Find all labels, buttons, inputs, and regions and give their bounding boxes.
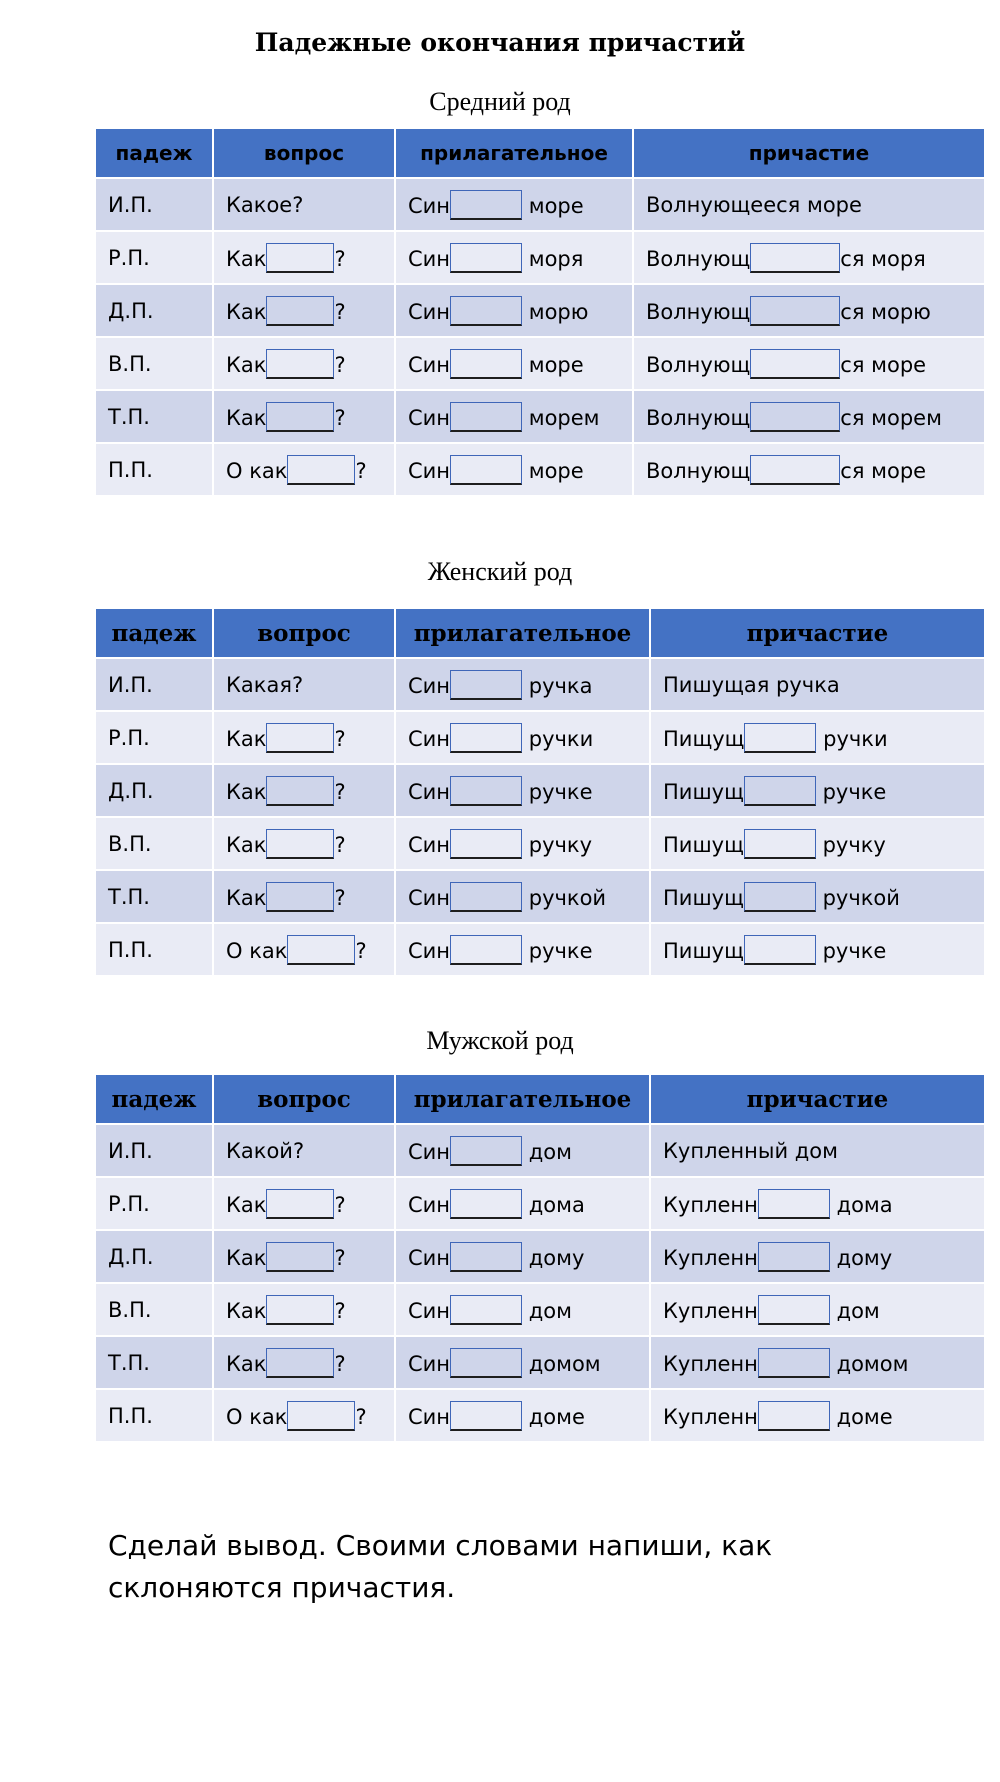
question-prefix: Как <box>226 246 267 271</box>
participle-cell <box>650 1230 985 1283</box>
table-neuter <box>94 127 986 497</box>
participle-stem: Пишущая ручка <box>663 672 840 697</box>
question-cell <box>213 764 395 817</box>
adjective-cell <box>395 658 650 711</box>
participle-cell <box>650 817 985 870</box>
participle-ending-blank[interactable] <box>744 935 816 965</box>
case-label: Д.П. <box>108 298 154 323</box>
question-suffix: ? <box>355 938 367 963</box>
question-suffix: ? <box>334 246 346 271</box>
participle-noun: ся море <box>840 458 927 483</box>
adjective-ending-blank[interactable] <box>450 243 522 273</box>
participle-cell <box>633 337 985 390</box>
adjective-cell <box>395 337 633 390</box>
adjective-cell <box>395 711 650 764</box>
question-cell <box>213 711 395 764</box>
adjective-noun: ручке <box>528 779 593 804</box>
participle-noun: дом <box>836 1298 880 1323</box>
adjective-ending-blank[interactable] <box>450 1348 522 1378</box>
question-cell <box>213 390 395 443</box>
adjective-cell <box>395 1230 650 1283</box>
question-suffix: ? <box>334 299 346 324</box>
participle-stem: Волнующееся море <box>646 192 862 217</box>
participle-ending-blank[interactable] <box>744 776 816 806</box>
case-label: Т.П. <box>108 404 150 429</box>
participle-cell <box>650 870 985 923</box>
adjective-stem: Син <box>408 405 451 430</box>
participle-stem: Пишущ <box>663 938 744 963</box>
table-row <box>95 764 985 817</box>
adjective-noun: море <box>528 352 584 377</box>
case-cell <box>95 1389 213 1442</box>
question-suffix: ? <box>334 832 346 857</box>
case-label: Т.П. <box>108 884 150 909</box>
header-adjective: прилагательное <box>395 128 633 178</box>
adjective-cell <box>395 443 633 496</box>
case-label: П.П. <box>108 937 153 962</box>
adjective-stem: Син <box>408 246 451 271</box>
participle-noun: ся морю <box>840 299 931 324</box>
participle-noun: доме <box>836 1404 893 1429</box>
case-label: И.П. <box>108 672 153 697</box>
question-cell <box>213 284 395 337</box>
question-ending-blank[interactable] <box>266 349 334 379</box>
table-feminine <box>94 607 986 977</box>
case-label: П.П. <box>108 1403 153 1428</box>
question-cell <box>213 870 395 923</box>
case-label: В.П. <box>108 831 152 856</box>
case-cell <box>95 817 213 870</box>
case-cell <box>95 658 213 711</box>
case-cell <box>95 1283 213 1336</box>
header-adjective: прилагательное <box>395 1074 650 1124</box>
participle-ending-blank[interactable] <box>758 1295 830 1325</box>
participle-stem: Купленный дом <box>663 1138 838 1163</box>
header-question: вопрос <box>213 608 395 658</box>
adjective-stem: Син <box>408 885 451 910</box>
question-suffix: ? <box>334 1351 346 1376</box>
header-question: вопрос <box>213 1074 395 1124</box>
participle-ending-blank[interactable] <box>744 723 816 753</box>
participle-cell <box>633 231 985 284</box>
question-cell <box>213 231 395 284</box>
participle-noun: ся морем <box>840 405 942 430</box>
question-ending-blank[interactable] <box>266 1242 334 1272</box>
adjective-cell <box>395 1177 650 1230</box>
adjective-cell <box>395 923 650 976</box>
participle-ending-blank[interactable] <box>758 1189 830 1219</box>
header-case: падеж <box>95 1074 213 1124</box>
participle-stem: Пишущ <box>663 779 744 804</box>
adjective-cell <box>395 1124 650 1177</box>
adjective-noun: ручке <box>528 938 593 963</box>
case-label: Т.П. <box>108 1350 150 1375</box>
table-row <box>95 711 985 764</box>
page-title: Падежные окончания причастий <box>254 28 746 57</box>
case-cell <box>95 337 213 390</box>
participle-stem: Волнующ <box>646 352 751 377</box>
participle-cell <box>650 923 985 976</box>
adjective-ending-blank[interactable] <box>450 190 522 220</box>
adjective-ending-blank[interactable] <box>450 349 522 379</box>
table-row <box>95 443 985 496</box>
adjective-cell <box>395 1336 650 1389</box>
question-cell <box>213 1389 395 1442</box>
case-cell <box>95 178 213 231</box>
question-cell <box>213 337 395 390</box>
participle-cell <box>650 764 985 817</box>
adjective-cell <box>395 1283 650 1336</box>
participle-stem: Купленн <box>663 1404 758 1429</box>
question-suffix: ? <box>334 726 346 751</box>
case-label: В.П. <box>108 351 152 376</box>
participle-cell <box>633 390 985 443</box>
case-label: И.П. <box>108 1138 153 1163</box>
table-row <box>95 231 985 284</box>
participle-stem: Купленн <box>663 1351 758 1376</box>
case-cell <box>95 1230 213 1283</box>
question-cell <box>213 1177 395 1230</box>
section-title-neuter: Средний род <box>429 87 571 116</box>
question-prefix: Какое? <box>226 192 304 217</box>
case-label: Д.П. <box>108 778 154 803</box>
adjective-stem: Син <box>408 1245 451 1270</box>
participle-stem: Волнующ <box>646 458 751 483</box>
header-participle: причастие <box>650 608 985 658</box>
case-cell <box>95 231 213 284</box>
participle-noun: дому <box>836 1245 893 1270</box>
adjective-ending-blank[interactable] <box>450 935 522 965</box>
case-cell <box>95 1177 213 1230</box>
participle-stem: Волнующ <box>646 299 751 324</box>
table-row <box>95 923 985 976</box>
header-participle: причастие <box>650 1074 985 1124</box>
participle-noun: ручкой <box>822 885 900 910</box>
question-suffix: ? <box>334 1245 346 1270</box>
adjective-noun: моря <box>528 246 584 271</box>
participle-cell <box>633 284 985 337</box>
adjective-stem: Син <box>408 1298 451 1323</box>
participle-ending-blank[interactable] <box>744 829 816 859</box>
adjective-stem: Син <box>408 1139 451 1164</box>
question-cell <box>213 1124 395 1177</box>
participle-ending-blank[interactable] <box>758 1242 830 1272</box>
question-suffix: ? <box>355 1404 367 1429</box>
adjective-noun: ручка <box>528 673 593 698</box>
adjective-ending-blank[interactable] <box>450 1401 522 1431</box>
case-label: И.П. <box>108 192 153 217</box>
question-cell <box>213 178 395 231</box>
question-prefix: Как <box>226 1298 267 1323</box>
case-cell <box>95 390 213 443</box>
question-ending-blank[interactable] <box>266 1295 334 1325</box>
participle-noun: ся моря <box>840 246 926 271</box>
participle-ending-blank[interactable] <box>750 455 840 485</box>
case-cell <box>95 711 213 764</box>
question-suffix: ? <box>334 1192 346 1217</box>
question-ending-blank[interactable] <box>266 296 334 326</box>
table-row <box>95 817 985 870</box>
adjective-noun: доме <box>528 1404 585 1429</box>
participle-stem: Пишущ <box>663 885 744 910</box>
adjective-cell <box>395 764 650 817</box>
adjective-cell <box>395 178 633 231</box>
participle-ending-blank[interactable] <box>758 1401 830 1431</box>
participle-cell <box>633 443 985 496</box>
participle-noun: ся море <box>840 352 927 377</box>
adjective-ending-blank[interactable] <box>450 296 522 326</box>
adjective-noun: морю <box>528 299 589 324</box>
table-row <box>95 1389 985 1442</box>
adjective-cell <box>395 870 650 923</box>
participle-ending-blank[interactable] <box>750 402 840 432</box>
question-prefix: Какой? <box>226 1138 305 1163</box>
table-row <box>95 178 985 231</box>
header-case: падеж <box>95 608 213 658</box>
adjective-noun: море <box>528 193 584 218</box>
participle-noun: ручке <box>822 938 887 963</box>
question-suffix: ? <box>334 779 346 804</box>
adjective-stem: Син <box>408 726 451 751</box>
adjective-cell <box>395 1389 650 1442</box>
participle-cell <box>650 1336 985 1389</box>
adjective-stem: Син <box>408 352 451 377</box>
participle-stem: Волнующ <box>646 246 751 271</box>
case-label: Р.П. <box>108 725 150 750</box>
participle-ending-blank[interactable] <box>750 243 840 273</box>
adjective-noun: дом <box>528 1139 572 1164</box>
question-cell <box>213 923 395 976</box>
question-prefix: Как <box>226 299 267 324</box>
question-prefix: Как <box>226 1192 267 1217</box>
adjective-ending-blank[interactable] <box>450 670 522 700</box>
question-prefix: Как <box>226 1245 267 1270</box>
adjective-ending-blank[interactable] <box>450 829 522 859</box>
question-ending-blank[interactable] <box>266 882 334 912</box>
table-row <box>95 1124 985 1177</box>
question-prefix: Как <box>226 832 267 857</box>
table-row <box>95 390 985 443</box>
adjective-stem: Син <box>408 299 451 324</box>
case-label: Д.П. <box>108 1244 154 1269</box>
question-suffix: ? <box>334 1298 346 1323</box>
question-prefix: Как <box>226 885 267 910</box>
participle-stem: Купленн <box>663 1192 758 1217</box>
question-cell <box>213 1230 395 1283</box>
table-row <box>95 1283 985 1336</box>
question-suffix: ? <box>334 885 346 910</box>
participle-noun: домом <box>836 1351 909 1376</box>
table-row <box>95 870 985 923</box>
adjective-noun: домом <box>528 1351 601 1376</box>
table-row <box>95 284 985 337</box>
adjective-stem: Син <box>408 832 451 857</box>
question-ending-blank[interactable] <box>266 243 334 273</box>
adjective-ending-blank[interactable] <box>450 455 522 485</box>
participle-stem: Пищущ <box>663 726 745 751</box>
adjective-noun: морем <box>528 405 600 430</box>
question-prefix: О как <box>226 1404 288 1429</box>
case-label: Р.П. <box>108 1191 150 1216</box>
question-ending-blank[interactable] <box>287 935 355 965</box>
adjective-cell <box>395 817 650 870</box>
question-cell <box>213 1283 395 1336</box>
adjective-ending-blank[interactable] <box>450 723 522 753</box>
adjective-ending-blank[interactable] <box>450 402 522 432</box>
adjective-stem: Син <box>408 458 451 483</box>
question-ending-blank[interactable] <box>266 402 334 432</box>
table-row <box>95 1177 985 1230</box>
adjective-cell <box>395 390 633 443</box>
case-cell <box>95 1124 213 1177</box>
participle-cell <box>650 1283 985 1336</box>
participle-ending-blank[interactable] <box>750 349 840 379</box>
table-row <box>95 1230 985 1283</box>
question-suffix: ? <box>355 458 367 483</box>
question-prefix: Как <box>226 779 267 804</box>
question-cell <box>213 817 395 870</box>
question-prefix: Как <box>226 352 267 377</box>
participle-cell <box>650 1177 985 1230</box>
adjective-ending-blank[interactable] <box>450 1136 522 1166</box>
question-prefix: Как <box>226 726 267 751</box>
participle-cell <box>650 711 985 764</box>
adjective-ending-blank[interactable] <box>450 1189 522 1219</box>
participle-noun: ручку <box>822 832 886 857</box>
participle-cell <box>650 658 985 711</box>
adjective-stem: Син <box>408 938 451 963</box>
participle-noun: дома <box>836 1192 893 1217</box>
question-ending-blank[interactable] <box>266 776 334 806</box>
header-question: вопрос <box>213 128 395 178</box>
header-case: падеж <box>95 128 213 178</box>
adjective-noun: ручку <box>528 832 593 857</box>
participle-cell <box>633 178 985 231</box>
adjective-stem: Син <box>408 1192 451 1217</box>
question-ending-blank[interactable] <box>266 1348 334 1378</box>
participle-stem: Купленн <box>663 1245 758 1270</box>
conclusion-prompt: Сделай вывод. Своими словами напиши, как склоняются причастия. <box>108 1529 773 1604</box>
case-cell <box>95 1336 213 1389</box>
table-masculine <box>94 1073 986 1443</box>
table-row <box>95 658 985 711</box>
case-label: Р.П. <box>108 245 150 270</box>
case-cell <box>95 284 213 337</box>
question-prefix: Как <box>226 1351 267 1376</box>
participle-cell <box>650 1389 985 1442</box>
case-cell <box>95 443 213 496</box>
adjective-noun: ручки <box>528 726 594 751</box>
adjective-noun: дом <box>528 1298 572 1323</box>
case-label: П.П. <box>108 457 153 482</box>
case-label: В.П. <box>108 1297 152 1322</box>
question-prefix: О как <box>226 938 288 963</box>
adjective-ending-blank[interactable] <box>450 882 522 912</box>
question-prefix: Какая? <box>226 672 304 697</box>
participle-stem: Купленн <box>663 1298 758 1323</box>
participle-stem: Пишущ <box>663 832 744 857</box>
case-cell <box>95 764 213 817</box>
adjective-stem: Син <box>408 1351 451 1376</box>
header-participle: причастие <box>633 128 985 178</box>
participle-ending-blank[interactable] <box>744 882 816 912</box>
question-suffix: ? <box>334 405 346 430</box>
question-suffix: ? <box>334 352 346 377</box>
section-title-feminine: Женский род <box>427 557 573 586</box>
adjective-ending-blank[interactable] <box>450 1242 522 1272</box>
question-cell <box>213 443 395 496</box>
participle-noun: ручке <box>822 779 887 804</box>
question-prefix: О как <box>226 458 288 483</box>
adjective-ending-blank[interactable] <box>450 1295 522 1325</box>
adjective-cell <box>395 284 633 337</box>
case-cell <box>95 870 213 923</box>
participle-noun: ручки <box>823 726 888 751</box>
adjective-noun: дому <box>528 1245 585 1270</box>
question-ending-blank[interactable] <box>287 1401 355 1431</box>
adjective-stem: Син <box>408 1404 451 1429</box>
participle-stem: Волнующ <box>646 405 751 430</box>
adjective-noun: море <box>528 458 584 483</box>
question-ending-blank[interactable] <box>287 455 355 485</box>
adjective-stem: Син <box>408 673 451 698</box>
question-cell <box>213 658 395 711</box>
case-cell <box>95 923 213 976</box>
question-prefix: Как <box>226 405 267 430</box>
question-ending-blank[interactable] <box>266 829 334 859</box>
participle-ending-blank[interactable] <box>750 296 840 326</box>
question-ending-blank[interactable] <box>266 1189 334 1219</box>
adjective-ending-blank[interactable] <box>450 776 522 806</box>
participle-cell <box>650 1124 985 1177</box>
table-row <box>95 337 985 390</box>
adjective-noun: ручкой <box>528 885 607 910</box>
header-adjective: прилагательное <box>395 608 650 658</box>
participle-ending-blank[interactable] <box>758 1348 830 1378</box>
table-row <box>95 1336 985 1389</box>
adjective-stem: Син <box>408 193 451 218</box>
section-title-masculine: Мужской род <box>426 1026 574 1055</box>
question-ending-blank[interactable] <box>266 723 334 753</box>
adjective-stem: Син <box>408 779 451 804</box>
question-cell <box>213 1336 395 1389</box>
adjective-cell <box>395 231 633 284</box>
adjective-noun: дома <box>528 1192 585 1217</box>
